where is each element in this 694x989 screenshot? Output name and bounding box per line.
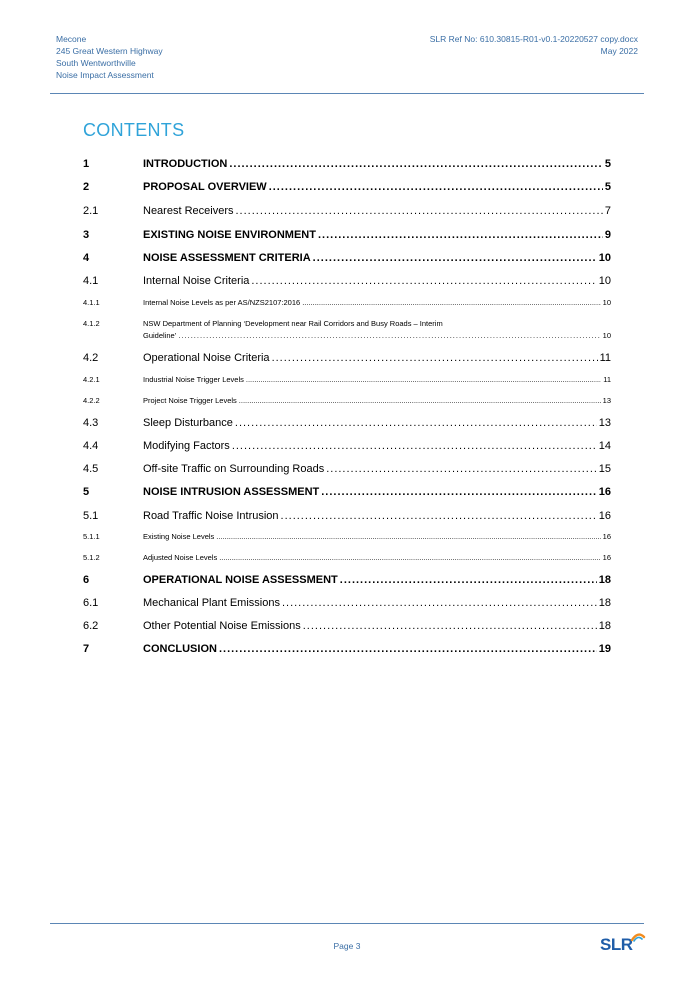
- toc-entry-title: Mechanical Plant Emissions: [143, 597, 280, 609]
- toc-entry-number: 6.1: [83, 597, 99, 609]
- header-suburb: South Wentworthville: [56, 58, 136, 68]
- toc-entry[interactable]: [83, 620, 611, 632]
- toc-leader-dots: [229, 158, 603, 170]
- toc-entry-title: NOISE INTRUSION ASSESSMENT: [143, 486, 320, 498]
- toc-entry-page: 16: [598, 510, 611, 522]
- toc-entry-title: Off-site Traffic on Surrounding Roads: [143, 463, 325, 475]
- toc-leader-dots: [340, 574, 597, 586]
- toc-entry[interactable]: [83, 298, 611, 307]
- toc-leader-dots: [281, 510, 597, 522]
- toc-leader-dots: [313, 252, 597, 264]
- toc-entry-number: 5.1.2: [83, 553, 100, 562]
- toc-entry-title: PROPOSAL OVERVIEW: [143, 181, 267, 193]
- contents-heading: CONTENTS: [83, 120, 185, 140]
- toc-entry-number: 1: [83, 158, 90, 170]
- toc-entry-title: Sleep Disturbance: [143, 417, 233, 429]
- toc-leader-dots: [269, 181, 603, 193]
- toc-entry[interactable]: [83, 553, 611, 562]
- toc-entry-number: 5.1: [83, 510, 99, 522]
- toc-entry-title: Operational Noise Criteria: [143, 352, 270, 364]
- toc-entry-title: Existing Noise Levels: [143, 532, 215, 541]
- toc-entry[interactable]: [83, 510, 611, 522]
- toc-entry-title: Project Noise Trigger Levels: [143, 396, 237, 405]
- toc-entry[interactable]: [83, 252, 611, 264]
- toc-leader-dots: [303, 620, 597, 632]
- toc-entry-page: 9: [604, 229, 611, 241]
- toc-entry-title-continued: Guideline’: [143, 331, 177, 340]
- toc-entry-page: 14: [598, 440, 611, 452]
- toc-entry[interactable]: [83, 205, 611, 217]
- toc-entry-title: Modifying Factors: [143, 440, 230, 452]
- slr-logo: [600, 930, 650, 956]
- slr-logo-mark-icon: [630, 931, 646, 943]
- toc-leader-dots: [251, 275, 596, 287]
- toc-entry-page: 5: [604, 158, 611, 170]
- footer-divider: [50, 923, 644, 924]
- toc-entry-page: 13: [602, 396, 611, 405]
- toc-leader-dots: [302, 298, 600, 307]
- toc-entry[interactable]: [83, 352, 611, 364]
- toc-entry[interactable]: [83, 597, 611, 609]
- toc-entry-number: 3: [83, 229, 90, 241]
- toc-entry-page: 13: [598, 417, 611, 429]
- toc-leader-dots: [219, 643, 597, 655]
- toc-entry-number: 6.2: [83, 620, 99, 632]
- toc-entry-page: 10: [598, 252, 611, 264]
- toc-leader-dots: [232, 440, 597, 452]
- toc-entry[interactable]: [83, 158, 611, 170]
- toc-leader-dots: [282, 597, 597, 609]
- toc-entry-title: EXISTING NOISE ENVIRONMENT: [143, 229, 316, 241]
- toc-entry[interactable]: [83, 440, 611, 452]
- toc-entry-page: 15: [598, 463, 611, 475]
- toc-entry-number: 4.1: [83, 275, 99, 287]
- toc-entry-page: 7: [604, 205, 611, 217]
- toc-entry[interactable]: [83, 574, 611, 586]
- toc-entry-page: 5: [604, 181, 611, 193]
- toc-entry-number: 4.1.2: [83, 319, 100, 328]
- toc-entry-title: INTRODUCTION: [143, 158, 228, 170]
- toc-entry-page: 19: [598, 643, 611, 655]
- toc-leader-dots: [239, 396, 601, 405]
- toc-entry-number: 2: [83, 181, 90, 193]
- toc-entry-page: 18: [598, 620, 611, 632]
- toc-entry-page: 10: [602, 298, 611, 307]
- header-ref-number: SLR Ref No: 610.30815-R01-v0.1-20220527 copy.docx: [429, 34, 638, 44]
- toc-entry[interactable]: [83, 486, 611, 498]
- toc-entry-page: 18: [598, 597, 611, 609]
- header-client: Mecone: [56, 34, 87, 44]
- header-address: 245 Great Western Highway: [56, 46, 163, 56]
- toc-entry-title: Industrial Noise Trigger Levels: [143, 375, 244, 384]
- toc-entry-title: Other Potential Noise Emissions: [143, 620, 301, 632]
- toc-entry[interactable]: [83, 275, 611, 287]
- slr-logo-text: SLR: [600, 935, 633, 954]
- toc-leader-dots: [326, 463, 597, 475]
- toc-entry-title: NOISE ASSESSMENT CRITERIA: [143, 252, 311, 264]
- page-number: Page 3: [333, 941, 361, 951]
- toc-entry-page: 10: [602, 331, 611, 340]
- toc-leader-dots: [178, 331, 600, 340]
- toc-leader-dots: [216, 532, 600, 541]
- toc-entry-number: 4.3: [83, 417, 99, 429]
- toc-entry[interactable]: [83, 229, 611, 241]
- toc-leader-dots: [219, 553, 600, 562]
- toc-entry-title: CONCLUSION: [143, 643, 217, 655]
- toc-entry[interactable]: [83, 375, 611, 384]
- toc-entry-page: 11: [599, 352, 611, 364]
- toc-leader-dots: [318, 229, 603, 241]
- toc-entry[interactable]: [83, 417, 611, 429]
- toc-entry-title: Road Traffic Noise Intrusion: [143, 510, 279, 522]
- toc-entry-number: 6: [83, 574, 90, 586]
- toc-entry-page: 16: [602, 532, 611, 541]
- toc-entry-number: 7: [83, 643, 90, 655]
- toc-entry-page: 16: [602, 553, 611, 562]
- toc-entry[interactable]: [83, 181, 611, 193]
- header-divider: [50, 93, 644, 94]
- header-right: [430, 33, 638, 57]
- toc-leader-dots: [235, 205, 602, 217]
- toc-entry-title: Internal Noise Criteria: [143, 275, 250, 287]
- toc-entry-title: Adjusted Noise Levels: [143, 553, 218, 562]
- header-date: May 2022: [600, 46, 638, 56]
- toc-leader-dots: [235, 417, 597, 429]
- toc-entry[interactable]: [83, 396, 611, 405]
- toc-entry-title: Nearest Receivers: [143, 205, 234, 217]
- toc-entry-number: 4.1.1: [83, 298, 100, 307]
- toc-entry-number: 4.5: [83, 463, 99, 475]
- toc-entry-number: 4.2: [83, 352, 99, 364]
- toc-entry-number: 4.2.2: [83, 396, 100, 405]
- toc-entry-number: 5.1.1: [83, 532, 100, 541]
- toc-entry-page: 16: [598, 486, 611, 498]
- toc-leader-dots: [272, 352, 598, 364]
- toc-entry-number: 2.1: [83, 205, 99, 217]
- toc-entry-page: 18: [598, 574, 611, 586]
- toc-entry-number: 4.4: [83, 440, 99, 452]
- toc-entry[interactable]: [83, 643, 611, 655]
- toc-entry-title: NSW Department of Planning ‘Development near Rail Corridors and Busy Roads – Interim: [143, 319, 443, 328]
- toc-entry-page: 11: [603, 375, 611, 384]
- header-report-title: Noise Impact Assessment: [56, 70, 154, 80]
- toc-leader-dots: [246, 375, 601, 384]
- toc-entry-number: 5: [83, 486, 90, 498]
- toc-entry-title: Internal Noise Levels as per AS/NZS2107:2016: [143, 298, 301, 307]
- toc-entry[interactable]: [83, 532, 611, 541]
- toc-entry-page: 10: [598, 275, 611, 287]
- header-left: [56, 33, 163, 81]
- toc-entry-number: 4: [83, 252, 90, 264]
- toc-entry-title: OPERATIONAL NOISE ASSESSMENT: [143, 574, 338, 586]
- toc-entry-number: 4.2.1: [83, 375, 100, 384]
- toc-leader-dots: [321, 486, 597, 498]
- toc-entry[interactable]: [83, 463, 611, 475]
